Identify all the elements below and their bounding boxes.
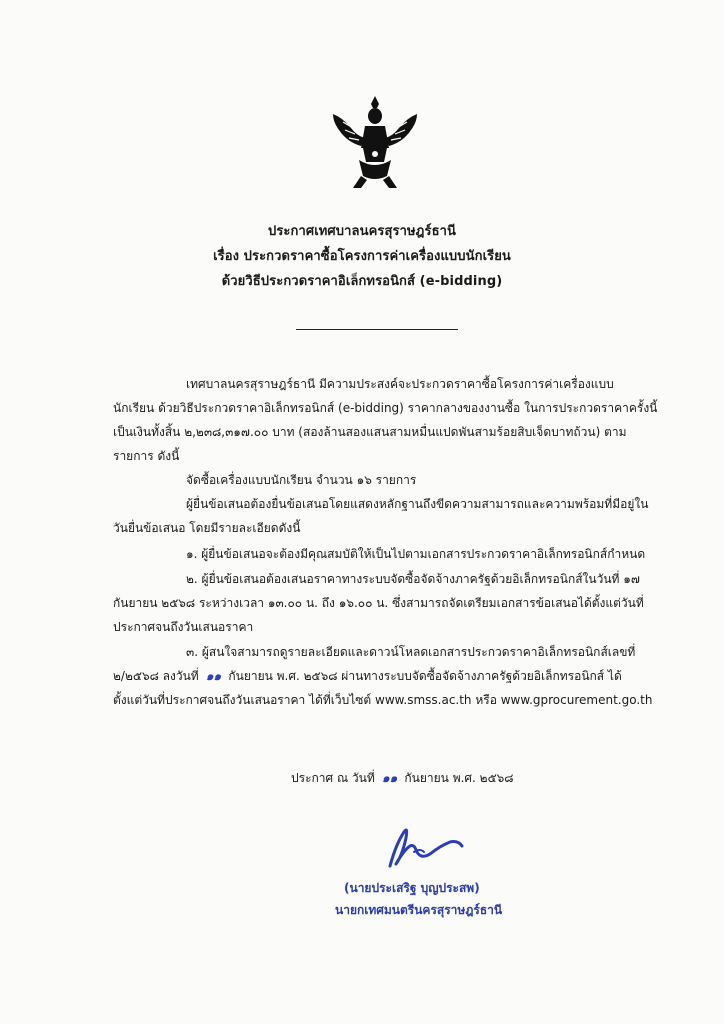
body-line: ประกาศจนถึงวันเสนอราคา <box>113 620 254 634</box>
garuda-emblem-icon <box>325 92 425 192</box>
handwritten-day: ๑๑ <box>381 771 398 785</box>
body-line: กันยายน ๒๕๖๘ ระหว่างเวลา ๑๓.๐๐ น. ถึง ๑๖.๐๐ น. ซึ่งสามารถจัดเตรียมเอกสารข้อเสนอได้ตั้งแต่วันที่ <box>113 596 644 610</box>
condition-2: ๒. ผู้ยื่นข้อเสนอต้องเสนอราคาทางระบบจัดซื้อจัดจ้างภาครัฐด้วยอิเล็กทรอนิกส์ในวันที่ ๑๗ <box>186 572 640 586</box>
handwritten-signature <box>370 818 490 878</box>
doc-number-text: ๒/๒๕๖๘ ลงวันที่ <box>113 669 199 683</box>
body-line: เป็นเงินทั้งสิ้น ๒,๒๓๘,๓๑๗.๐๐ บาท (สองล้านสองแสนสามหมื่นแปดพันสามร้อยสิบเจ็ดบาทถ้วน) ตาม <box>113 425 627 439</box>
body-line: ผู้ยื่นข้อเสนอต้องยื่นข้อเสนอโดยแสดงหลักฐานถึงขีดความสามารถและความพร้อมที่มีอยู่ใน <box>186 497 649 511</box>
condition-3: ๓. ผู้สนใจสามารถดูรายละเอียดและดาวน์โหลดเอกสารประกวดราคาอิเล็กทรอนิกส์เลขที่ <box>186 645 636 659</box>
dateline <box>291 770 514 786</box>
announcement-method: ด้วยวิธีประกวดราคาอิเล็กทรอนิกส์ (e-bidding) <box>221 274 503 289</box>
header-divider <box>296 329 458 330</box>
body-line: เทศบาลนครสุราษฎร์ธานี มีความประสงค์จะประกวดราคาซื้อโครงการค่าเครื่องแบบ <box>186 377 614 391</box>
website-line: ตั้งแต่วันที่ประกาศจนถึงวันเสนอราคา ได้ที่เว็บไซต์ www.smss.ac.th หรือ www.gprocurement.go.th <box>113 693 653 707</box>
handwritten-day: ๑๑ <box>205 669 222 683</box>
dateline-prefix: ประกาศ ณ วันที่ <box>291 771 375 785</box>
condition-1: ๑. ผู้ยื่นข้อเสนอจะต้องมีคุณสมบัติให้เป็นไปตามเอกสารประกวดราคาอิเล็กทรอนิกส์กำหนด <box>186 547 646 561</box>
procurement-item: จัดซื้อเครื่องแบบนักเรียน จำนวน ๑๖ รายการ <box>186 473 417 487</box>
dateline-rest: กันยายน พ.ศ. ๒๕๖๘ <box>404 771 514 785</box>
body-line <box>113 668 622 684</box>
signatory-position: นายกเทศมนตรีนครสุราษฎร์ธานี <box>335 903 503 917</box>
body-line: นักเรียน ด้วยวิธีประกวดราคาอิเล็กทรอนิกส์ (e-bidding) ราคากลางของงานซื้อ ในการประกวดราคาครั้งนี้ <box>113 401 658 415</box>
doc-date-text: กันยายน พ.ศ. ๒๕๖๘ ผ่านทางระบบจัดซื้อจัดจ้างภาครัฐด้วยอิเล็กทรอนิกส์ ได้ <box>228 669 622 683</box>
body-line: รายการ ดังนี้ <box>113 449 180 463</box>
announcement-subject: เรื่อง ประกวดราคาซื้อโครงการค่าเครื่องแบบนักเรียน <box>213 249 511 264</box>
body-line: วันยื่นข้อเสนอ โดยมีรายละเอียดดังนี้ <box>113 521 301 535</box>
signatory-name: (นายประเสริฐ บุญประสพ) <box>344 881 480 895</box>
announcement-title: ประกาศเทศบาลนครสุราษฎร์ธานี <box>267 224 456 239</box>
